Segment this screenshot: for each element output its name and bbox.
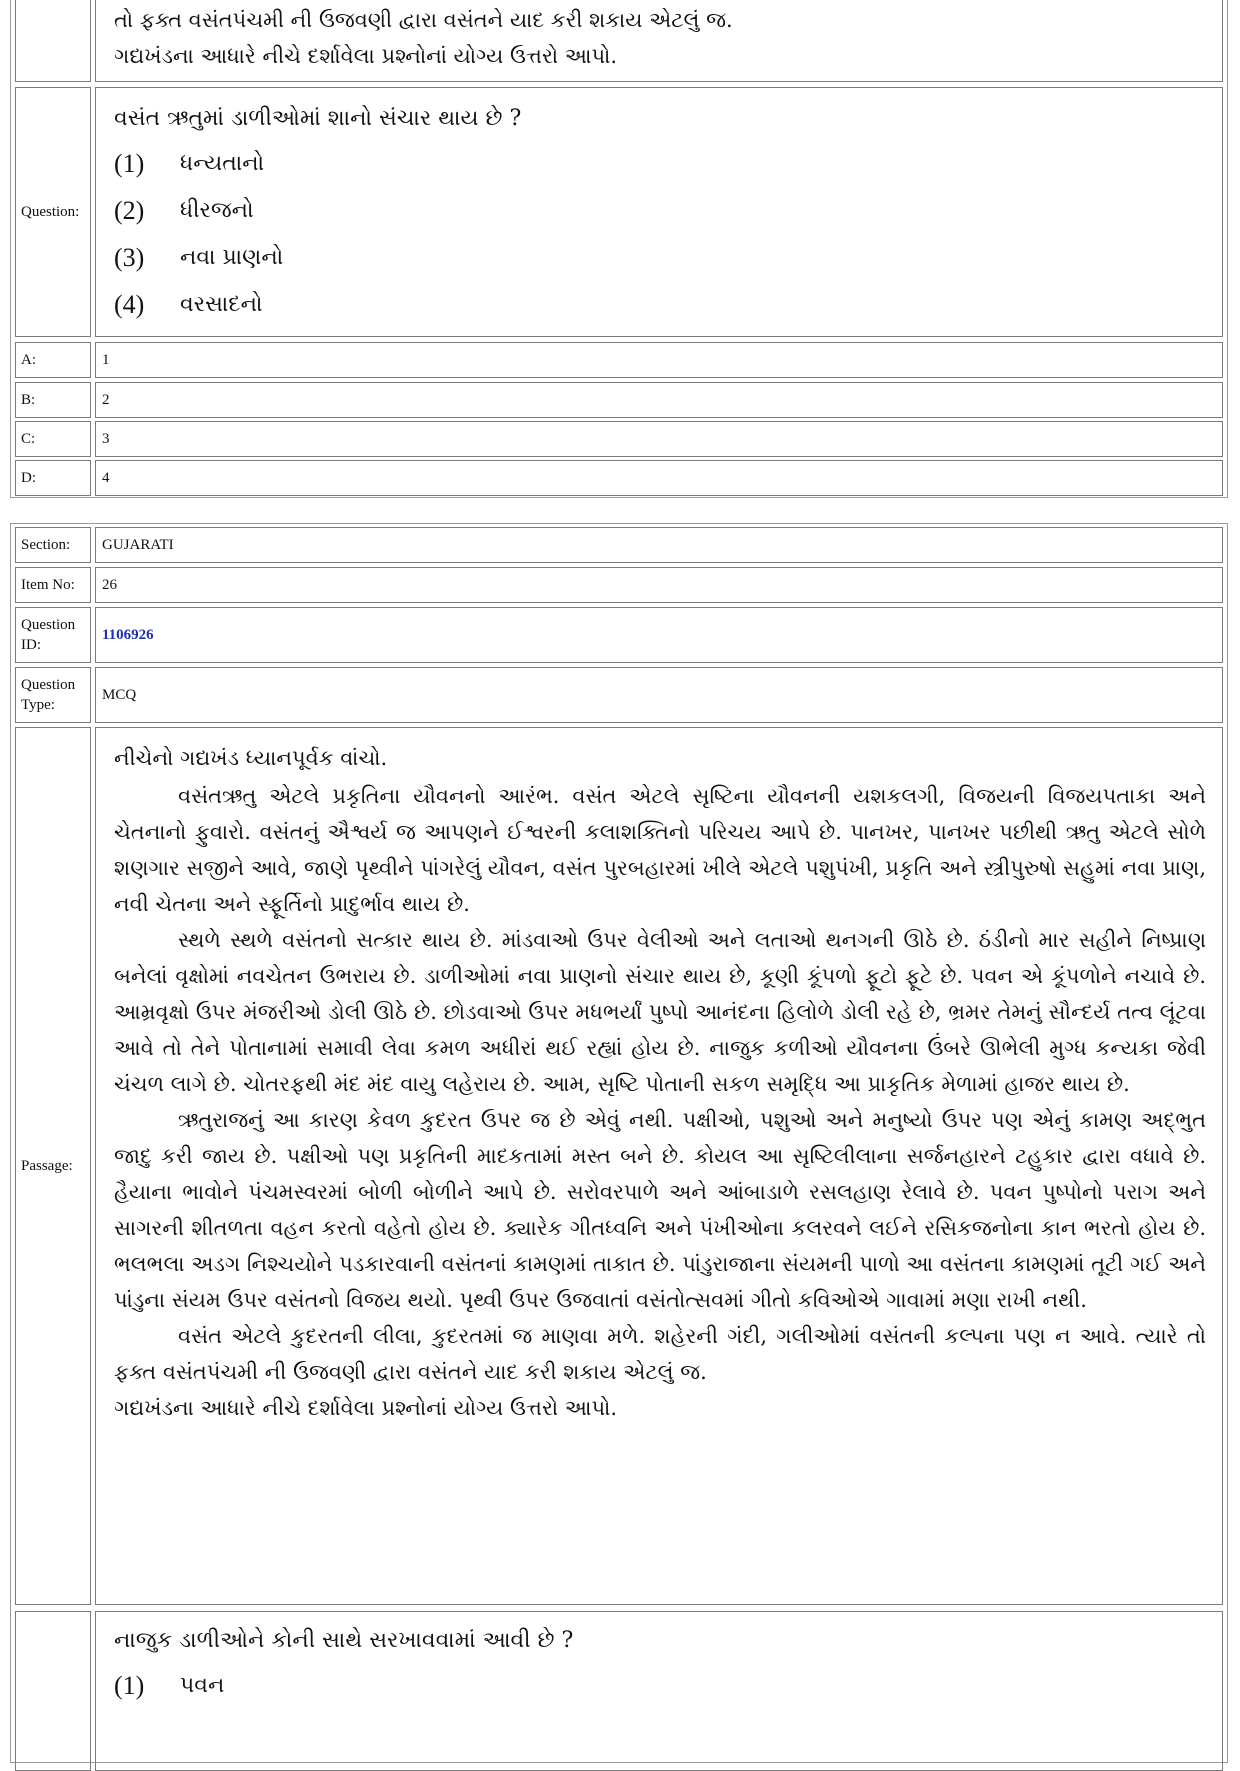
- question-id-link[interactable]: 1106926: [95, 607, 1223, 663]
- item-no-row: [15, 567, 1223, 603]
- next-question-text: નાજુક ડાળીઓને કોની સાથે સરખાવવામાં આવી છે ?: [114, 1628, 574, 1653]
- option-text: નવા પ્રાણનો: [180, 244, 284, 270]
- question-block-26: [10, 523, 1228, 1763]
- next-question-row: [15, 1611, 1223, 1771]
- passage-row: [15, 727, 1223, 1605]
- option-text: પવન: [180, 1672, 225, 1698]
- next-question-cell: [95, 1611, 1223, 1771]
- option-text: ધીરજનો: [180, 197, 254, 223]
- question-text: વસંત ઋતુમાં ડાળીઓમાં શાનો સંચાર થાય છે ?: [114, 106, 522, 131]
- option-4: [114, 281, 1222, 328]
- passage-title: નીચેનો ગદ્યખંડ ધ્યાનપૂર્વક વાંચો.: [114, 746, 388, 770]
- passage-tail-row: [15, 0, 1223, 82]
- item-no-value: 26: [95, 567, 1223, 603]
- passage-paragraph: સ્થળે સ્થળે વસંતનો સત્કાર થાય છે. માંડવાઓ ઉપર વેલીઓ અને લતાઓ થનગની ઊઠે છે. ઠંડીનો માર સહીને નિષ્પ્રાણ બનેલાં વૃક્ષોમાં નવચેતન ઉભરાય છે. ડાળીઓમાં નવા પ્રાણનો સંચાર થાય છે, કૂણી કૂંપળો ફૂટો ફૂટે છે. પવન એ કૂંપળોને નચાવે છે. આમ્રવૃક્ષો ઉપર મંજરીઓ ડોલી ઊઠે છે. છોડવાઓ ઉપર મધભર્યાં પુષ્પો આનંદના હિલોળે ડોલી રહે છે, ભ્રમર તેમનું સૌન્દર્ય તત્વ લૂંટવા આવે તો તેને પોતાનામાં સમાવી લેવા કમળ અધીરાં થઈ રહ્યાં હોય છે. નાજુક કળીઓ યૌવનના ઉંબરે ઊભેલી મુગ્ધ કન્યકા જેવી ચંચળ લાગે છે. ચોતરફથી મંદ મંદ વાયુ લહેરાય છે. આમ, સૃષ્ટિ પોતાની સકળ સમૃદ્ધિ આ પ્રાકૃતિક મેળામાં હાજર થાય છે.: [114, 928, 1206, 1096]
- answer-value: 1: [95, 342, 1223, 378]
- answer-label: A:: [15, 342, 91, 378]
- option-number: (1): [114, 148, 145, 178]
- item-no-label: Item No:: [15, 567, 91, 603]
- section-value: GUJARATI: [95, 527, 1223, 563]
- question-id-row: [15, 607, 1223, 663]
- passage-paragraph: ઋતુરાજનું આ કારણ કેવળ કુદરત ઉપર જ છે એવું નથી. પક્ષીઓ, પશુઓ અને મનુષ્યો ઉપર પણ એનું કામણ અદ્ભુત જાદુ કરી જાય છે. પક્ષીઓ પણ પ્રકૃતિની માદકતામાં મસ્ત બને છે. કોયલ આ સૃષ્ટિલીલાના સર્જનહારને ટહુકાર દ્વારા વધાવે છે. હૈયાના ભાવોને પંચમસ્વરમાં બોળી બોળીને આપે છે. સરોવરપાળે અને આંબાડાળે રસલહાણ રેલાવે છે. પવન પુષ્પોનો પરાગ અને સાગરની શીતળતા વહન કરતો વહેતો હોય છે. ક્યારેક ગીતધ્વનિ અને પંખીઓના કલરવને લઈને રસિકજનોના કાન ભરતો હોય છે. ભલભલા અડગ નિશ્ચયોને પડકારવાની વસંતનાં કામણમાં તાકાત છે. પાંડુરાજાના સંયમની પાળો આ વસંતના કામણમાં તૂટી ગઈ અને પાંડુના સંયમ ઉપર વસંતનો વિજય થયો. પૃથ્વી ઉપર ઉજવાતાં વસંતોત્સવમાં ગીતો કવિઓએ ગાવામાં મણા રાખી નથી.: [114, 1108, 1206, 1312]
- question-type-value: MCQ: [95, 667, 1223, 723]
- next-option-1: [114, 1662, 1222, 1709]
- question-block-top: [10, 0, 1228, 498]
- passage-tail-cell: [95, 0, 1223, 82]
- passage-label: Passage:: [15, 727, 91, 1605]
- option-3: [114, 234, 1222, 281]
- passage-tail-line: ગદ્યખંડના આધારે નીચે દર્શાવેલા પ્રશ્નોનાં યોગ્ય ઉત્તરો આપો.: [114, 44, 618, 68]
- option-1: [114, 140, 1222, 187]
- answer-value: 4: [95, 460, 1223, 496]
- option-2: [114, 187, 1222, 234]
- section-row: [15, 527, 1223, 563]
- answer-row-a: [15, 342, 1223, 378]
- answer-label: D:: [15, 460, 91, 496]
- question-id-label: Question ID:: [15, 607, 91, 663]
- next-question-label-cell: [15, 1611, 91, 1771]
- question-label: Question:: [15, 87, 91, 337]
- answer-row-c: [15, 421, 1223, 457]
- answer-value: 2: [95, 382, 1223, 418]
- passage-tail-label-cell: [15, 0, 91, 82]
- question-cell: [95, 87, 1223, 337]
- question-type-row: [15, 667, 1223, 723]
- section-label: Section:: [15, 527, 91, 563]
- passage-paragraph: વસંતઋતુ એટલે પ્રકૃતિના યૌવનનો આરંભ. વસંત એટલે સૃષ્ટિના યૌવનની યશકલગી, વિજયની વિજયપતાકા અને ચેતનાનો ફુવારો. વસંતનું ઐશ્વર્ય જ આપણને ઈશ્વરની કલાશક્તિનો પરિચય આપે છે. પાનખર, પાનખર પછીથી ઋતુ એટલે સોળે શણગાર સજીને આવે, જાણે પૃથ્વીને પાંગરેલું યૌવન, વસંત પુરબહારમાં ખીલે એટલે પશુપંખી, પ્રકૃતિ અને સ્ત્રીપુરુષો સહુમાં નવા પ્રાણ, નવી ચેતના અને સ્ફૂર્તિનો પ્રાદુર્ભાવ થાય છે.: [114, 784, 1206, 916]
- option-number: (4): [114, 289, 145, 319]
- answer-row-d: [15, 460, 1223, 496]
- answer-row-b: [15, 382, 1223, 418]
- answer-label: C:: [15, 421, 91, 457]
- question-type-label: Question Type:: [15, 667, 91, 723]
- option-number: (1): [114, 1670, 145, 1700]
- answer-value: 3: [95, 421, 1223, 457]
- option-text: વરસાદનો: [180, 291, 263, 317]
- passage-tail-line: તો ફક્ત વસંતપંચમી ની ઉજવણી દ્વારા વસંતને યાદ કરી શકાય એટલું જ.: [114, 8, 733, 32]
- option-text: ધન્યતાનો: [180, 150, 265, 176]
- question-row: [15, 87, 1223, 337]
- passage-cell: [95, 727, 1223, 1605]
- passage-paragraph: વસંત એટલે કુદરતની લીલા, કુદરતમાં જ માણવા મળે. શહેરની ગંદી, ગલીઓમાં વસંતની કલ્પના પણ ન આવે. ત્યારે તો ફક્ત વસંતપંચમી ની ઉજવણી દ્વારા વસંતને યાદ કરી શકાય એટલું જ.: [114, 1324, 1206, 1384]
- answer-label: B:: [15, 382, 91, 418]
- option-number: (3): [114, 242, 145, 272]
- option-number: (2): [114, 195, 145, 225]
- passage-end: ગદ્યખંડના આધારે નીચે દર્શાવેલા પ્રશ્નોનાં યોગ્ય ઉત્તરો આપો.: [114, 1396, 618, 1420]
